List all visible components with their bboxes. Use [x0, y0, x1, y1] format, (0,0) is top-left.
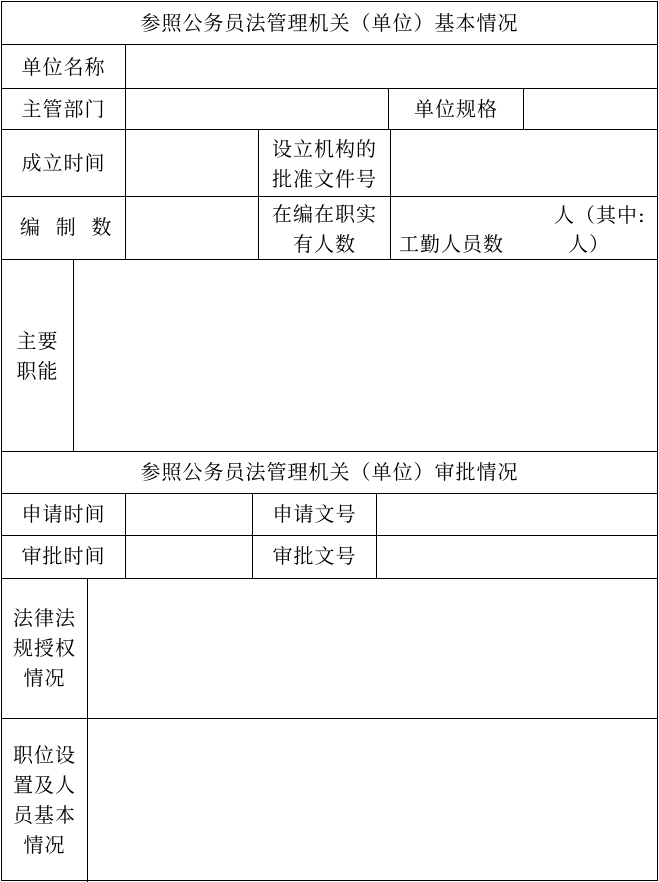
approval-doc-label-line2: 批准文件号 [272, 167, 377, 191]
established-label: 成立时间 [21, 151, 106, 175]
law-label-line1: 法律法 [13, 606, 76, 630]
law-field[interactable] [88, 579, 657, 718]
quota-label: 编 制 数 [20, 215, 113, 239]
dept-field[interactable] [126, 89, 388, 129]
positions-label-line3: 员基本 [13, 803, 76, 827]
registration-form-table [1, 1, 658, 881]
approve-doc-label: 审批文号 [272, 544, 357, 568]
apply-time-label: 申请时间 [21, 502, 106, 526]
apply-doc-label: 申请文号 [272, 502, 357, 526]
positions-label-line2: 置及人 [13, 773, 76, 797]
functions-label-line1: 主要 [16, 329, 59, 353]
law-label-line3: 情况 [23, 666, 66, 690]
positions-field[interactable] [88, 719, 657, 880]
staff-value-line1: 人（其中: [554, 203, 646, 227]
staff-value-line2b: 人） [568, 232, 610, 256]
unit-spec-label: 单位规格 [414, 97, 498, 121]
functions-label-line2: 职能 [16, 359, 59, 383]
approve-time-field[interactable] [126, 536, 252, 578]
unit-name-field[interactable] [126, 45, 657, 88]
approve-time-label: 审批时间 [21, 544, 106, 568]
law-label-line2: 规授权 [13, 636, 76, 660]
staff-value-line2a: 工勤人员数 [399, 232, 504, 256]
positions-label-line4: 情况 [23, 833, 66, 857]
staff-label-line1: 在编在职实 [272, 202, 377, 226]
unit-spec-field[interactable] [524, 89, 657, 129]
approval-doc-label-line1: 设立机构的 [272, 137, 377, 161]
functions-field[interactable] [74, 260, 657, 451]
unit-name-label: 单位名称 [21, 55, 106, 79]
apply-doc-field[interactable] [377, 494, 657, 535]
staff-label-line2: 有人数 [293, 232, 356, 256]
dept-label: 主管部门 [21, 97, 106, 121]
apply-time-field[interactable] [126, 494, 252, 535]
section1-title: 参照公务员法管理机关（单位）基本情况 [140, 11, 519, 35]
section2-title: 参照公务员法管理机关（单位）审批情况 [140, 460, 519, 484]
quota-field[interactable] [126, 197, 258, 259]
approve-doc-field[interactable] [377, 536, 657, 578]
approval-doc-field[interactable] [391, 130, 657, 196]
positions-label-line1: 职位设 [13, 743, 76, 767]
established-field[interactable] [126, 130, 258, 196]
